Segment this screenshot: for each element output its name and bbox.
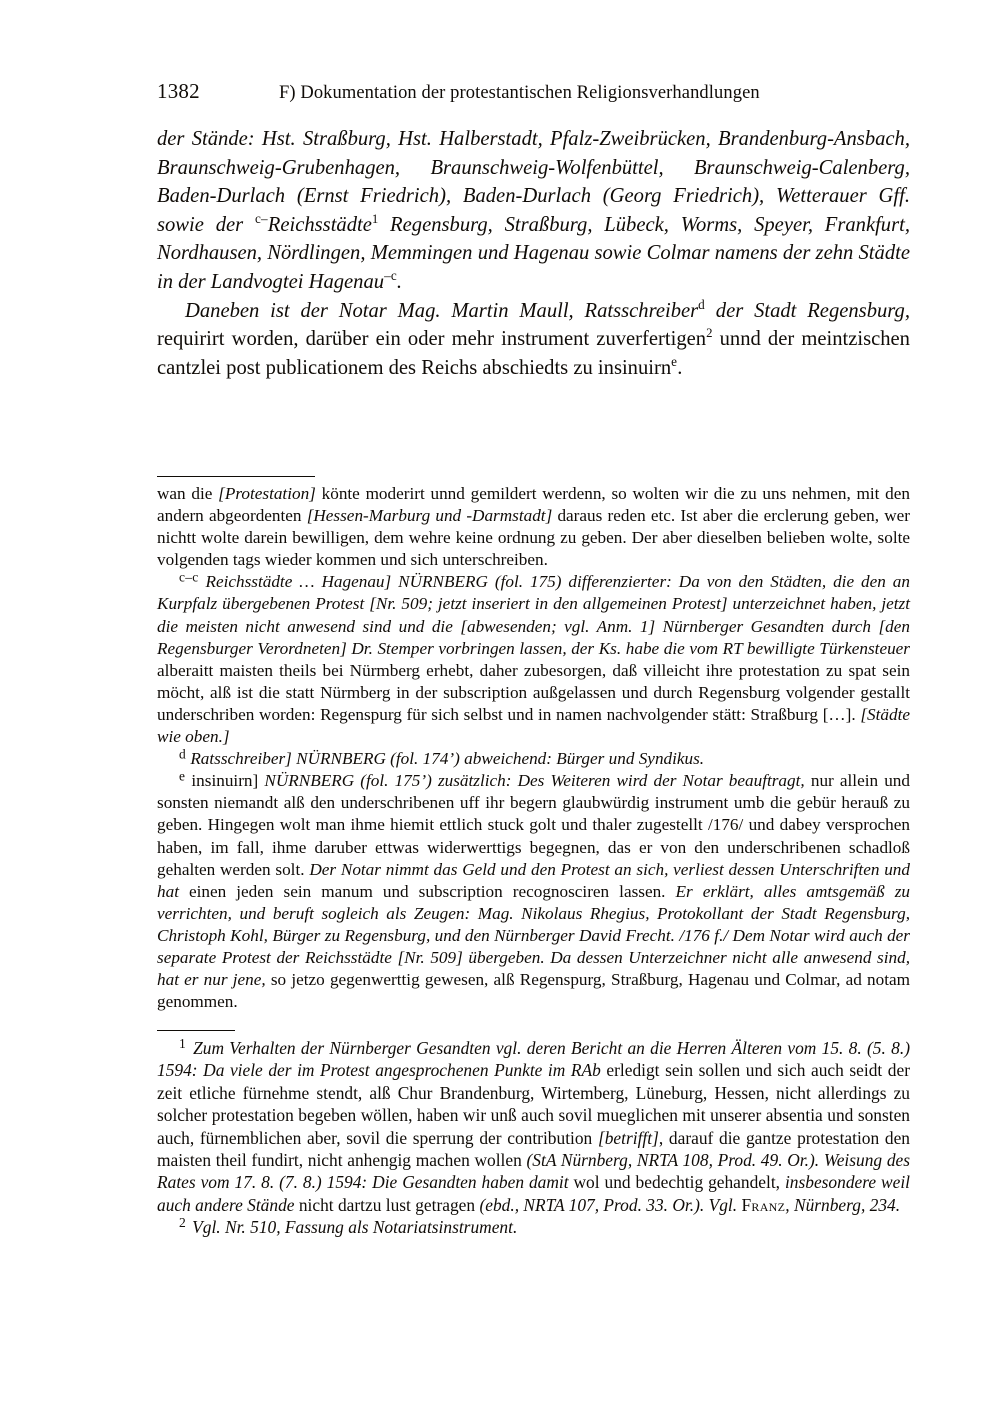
footnote-1-italic-1: Zum Verhalten der Nürnberger Gesandten vgl. deren Bericht an die Herren Älteren vom 15. 8. (5. 8.) 1594: Da viele der im Protest angesprochenen Punkte im RAb	[157, 1038, 910, 1081]
footnote-1-italic-6: , Nürnberg, 234.	[785, 1194, 901, 1215]
continued-note-text-1: wan die	[157, 484, 219, 503]
apparatus-entry-d	[157, 748, 910, 770]
footnote-reference-2: 2	[706, 326, 713, 341]
apparatus-c-italic-1: NÜRNBERG (fol. 175) differenzierter: Da von den Städten, die den an Kurpfalz übergebenen Protest [Nr. 509; jetzt inseriert in den allgemeinen Protest] unterzeichnet haben, jetzt die meisten nicht anwesend sind und die [abwesenden; vgl. Anm. 1] Nürnberger Gesandten durch [den Regensburger Verordneten] Dr. Stemper vorbringen lassen, der Ks. habe die vom RT bewilligte Türkensteuer	[157, 572, 910, 658]
apparatus-continued-entry	[157, 483, 910, 571]
apparatus-e-roman-1: nur allein und sonsten niemandt alß den underschribenen uff ihr begern glaubwürdig instrument umb die gebür herauß zu geben. Hingegen wolt man ihme hiemit ettlich stuck golt und thaler zugestellt /176/ und dabey versprochen haben, im fall, ihme daruber ettwas widerwerttigs begegnen, das er von den underschribenen schadloß gehalten werden solt.	[157, 771, 910, 879]
footnote-entry-1	[157, 1037, 910, 1216]
footnote-1-author-smallcaps: Franz	[741, 1194, 786, 1215]
apparatus-c-italic-2: [Städte wie oben.]	[157, 704, 910, 747]
variant-close-marker-c: –c	[384, 268, 397, 284]
paragraph-2-roman-1: requirirt worden, darüber ein oder mehr instrument zuverfertigen	[157, 328, 707, 351]
paragraph-1-lemma-word: Reichsstädte	[267, 213, 372, 236]
body-paragraph-2	[157, 297, 910, 383]
variant-open-marker-c: c–	[254, 210, 268, 226]
footnote-2-italic-1: Vgl. Nr. 510, Fassung als Notariatsinstrument.	[192, 1217, 518, 1238]
footnote-reference-1: 1	[371, 211, 379, 226]
footnotes-separator-rule	[157, 1030, 235, 1031]
footnote-1-italic-4: insbesondere weil auch andere Stände	[157, 1172, 910, 1215]
footnote-1-roman-4: nicht dartzu lust getragen	[294, 1194, 480, 1215]
paragraph-2-italic-lead: Daneben ist der Notar Mag. Martin Maull, Ratsschreiber	[185, 299, 699, 322]
footnote-1-roman-1: erledigt sein sollen und sich auch seidt der zeit etliche fürnehme stendt, alß Chur Brandenburg, Wirtemberg, Lüneburg, Hessen, nicht allerdings zu solcher protestation begeben wöllen, haben wir unß auch sovil mueglichen mit unserer absentia und sonsten auch, fürnemblichen aber, sovil die sperrung der contribution	[157, 1060, 910, 1148]
running-head-title: F) Dokumentation der protestantischen Religionsverhandlungen	[279, 83, 760, 103]
apparatus-sigil-c: c–c	[179, 569, 199, 585]
footnote-number-1: 1	[179, 1035, 186, 1051]
running-head	[157, 79, 910, 103]
apparatus-sigil-e: e	[179, 768, 186, 784]
apparatus-lemma-e: insinuirn]	[191, 771, 259, 791]
paragraph-2-italic-lead-2: der Stadt Regensburg,	[704, 299, 910, 322]
footnote-entry-2	[157, 1216, 910, 1238]
continued-note-text-3: daraus reden etc. Ist aber die erclerung geben, wer nichtt wolte darein bewilligen, dem wehre keine ordnung zu geben. Der aber dieselben belieben wolte, solte volgenden tags wieder kommen und sich unterschreiben.	[157, 506, 910, 570]
footnote-1-italic-5: (ebd., NRTA 107, Prod. 33. Or.). Vgl.	[479, 1194, 742, 1215]
paragraph-1-text-before-variant: der Stände: Hst. Straßburg, Hst. Halberstadt, Pfalz-Zweibrücken, Brandenburg-Ansbach, Braunschweig-Grubenhagen, Braunschweig-Wolfenbüttel, Braunschweig-Calenberg, Baden-Durlach (Ernst Friedrich), Baden-Durlach (Georg Friedrich), Wetterauer Gff. sowie der	[157, 128, 910, 236]
footnote-1-italic-3: (StA Nürnberg, NRTA 108, Prod. 49. Or.). Weisung des Rates vom 17. 8. (7. 8.) 1594: Die Gesandten haben damit	[157, 1150, 911, 1193]
apparatus-lemma-d: Ratsschreiber]	[190, 749, 292, 769]
main-text-block	[157, 125, 910, 382]
continued-note-text-2: könte moderirt unnd gemildert werdenn, so wolten wir die zu uns nehmen, mit den andern abgeordenten	[157, 484, 910, 526]
apparatus-sigil-d: d	[179, 746, 187, 762]
paragraph-2-roman-end: .	[677, 356, 683, 379]
footnotes-block	[157, 1030, 910, 1239]
footnote-1-roman-2: , darauf die gantze protestation den maisten theil fundirt, nicht anhengig machen wollen	[157, 1127, 910, 1171]
paragraph-1-text-end: .	[396, 270, 403, 293]
variant-marker-d: d	[698, 296, 705, 312]
continued-note-italic-1: [Protestation]	[218, 484, 316, 503]
footnote-number-2: 2	[179, 1215, 186, 1231]
apparatus-c-roman-1: alberaitt maisten theils bei Nürmberg erhebt, daher zubesorgen, daß villeicht ihre protestation zu spat sein möcht, alß ist die statt Nürmberg in der subscription außgelassen und durch Regensburg volgender gestallt underschriben worden: Regenspurg für sich selbst und in namen nachvolgender stätt: Straßburg […].	[157, 660, 910, 724]
paragraph-1-text-after-variant: Regensburg, Straßburg, Lübeck, Worms, Speyer, Frankfurt, Nordhausen, Nördlingen, Memmingen und Hagenau sowie Colmar namens der zehn Städte in der Landvogtei Hagenau	[157, 213, 910, 293]
apparatus-entry-c	[157, 571, 910, 748]
footnote-1-italic-2: [betrifft]	[597, 1127, 659, 1148]
variant-marker-e: e	[671, 353, 678, 369]
variant-apparatus-block	[157, 476, 910, 1013]
apparatus-separator-rule	[157, 476, 315, 477]
apparatus-e-italic-2: Der Notar nimmt das Geld und den Protest an sich, verliest dessen Unterschriften und hat	[157, 859, 910, 901]
continued-note-italic-2: [Hessen-Marburg und -Darmstadt]	[306, 506, 553, 526]
paragraph-2-roman-2: unnd der meintzischen cantzlei post publicationem des Reichs abschiedts zu insinuirn	[157, 328, 910, 379]
folio-number: 1382	[157, 79, 200, 103]
apparatus-e-italic-1: NÜRNBERG (fol. 175’) zusätzlich: Des Weiteren wird der Notar beauftragt,	[258, 771, 805, 791]
body-paragraph-1	[157, 125, 910, 297]
apparatus-e-roman-3: so jetzo gegenwerttig gewesen, alß Regenspurg, Straßburg, Hagenau und Colmar, ad notam genommen.	[157, 970, 910, 1012]
footnote-1-roman-3: wol und bedechtig gehandelt,	[568, 1172, 785, 1193]
apparatus-entry-e	[157, 770, 910, 1013]
apparatus-e-italic-3: Er erklärt, alles amtsgemäß zu verrichten, und beruft sogleich als Zeugen: Mag. Nikolaus Rhegius, Protokollant der Stadt Regensburg, Christoph Kohl, Bürger zu Regensburg, und den Nürnberger David Frecht. /176 f./ Dem Notar wird auch der separate Protest der Reichsstädte [Nr. 509] übergeben. Da dessen Unterzeichner nicht alle anwesend sind, hat er nur jene,	[157, 881, 910, 990]
apparatus-d-italic-1: NÜRNBERG (fol. 174’) abweichend: Bürger und Syndikus.	[291, 749, 705, 769]
apparatus-lemma-c: Reichsstädte … Hagenau]	[205, 572, 392, 592]
apparatus-e-roman-2: einen jeden sein manum und subscription recognosciren lassen.	[178, 881, 676, 901]
